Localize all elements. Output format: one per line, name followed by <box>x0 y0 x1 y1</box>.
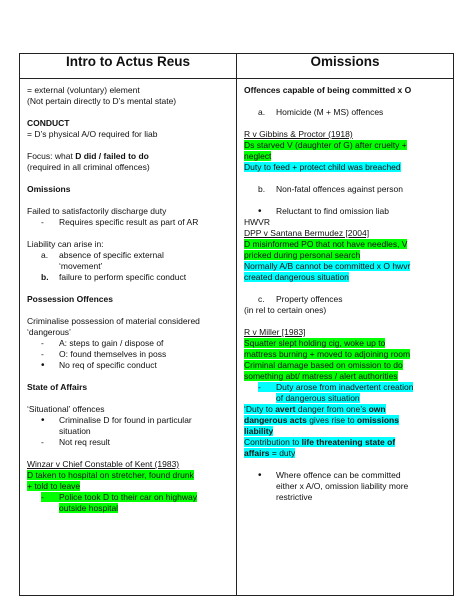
offence-item-c <box>244 294 447 305</box>
contribution-text: Contribution to <box>244 437 302 447</box>
affairs-line: ‘Situational’ offences <box>27 404 105 414</box>
affairs-bullet-cont: situation <box>59 426 91 436</box>
case-fact-2: + told to leave <box>27 481 81 491</box>
hwvr-line: HWVR <box>244 217 270 227</box>
offence-c-text: Property offences <box>276 294 343 304</box>
final-bullet <box>244 470 447 481</box>
definition-note: (Not pertain directly to D’s mental state) <box>27 96 177 106</box>
miller-dash <box>244 382 447 393</box>
focus-line <box>27 151 230 162</box>
bullet-icon: • <box>258 206 262 217</box>
conduct-definition: = D’s physical A/O required for liab <box>27 129 158 139</box>
quote-text: danger from one’s <box>295 404 369 414</box>
liability-b-text: failure to perform specific conduct <box>59 272 187 282</box>
affairs-b1-text: Criminalise D for found in particular <box>59 415 192 425</box>
miller-fact-4: something abt/ matress / alert authorities <box>244 371 398 381</box>
gibbins-fact-1: Ds starved V (daughter of G) after cruelty + <box>244 140 407 150</box>
miller-fact-2: mattress burning + moved to adjoining room <box>244 349 411 359</box>
focus-emphasis: D did / failed to do <box>75 151 149 161</box>
omissions-dash-text: Requires specific result as part of AR <box>59 217 199 227</box>
case-fact-1: D taken to hospital on stretcher, found drunk <box>27 470 194 480</box>
case-title-santana: DPP v Santana Bermudez [2004] <box>244 228 370 238</box>
case-d1-text: Police took D to their car on highway <box>59 492 197 502</box>
dash-marker: - <box>258 382 261 392</box>
offence-c-note: (in rel to certain ones) <box>244 305 327 315</box>
quote-emphasis: liability <box>244 426 274 436</box>
final-text-2: either x A/O, omission liability more <box>276 481 409 491</box>
reluctant-bullet <box>244 206 447 217</box>
liability-item-b <box>27 272 230 283</box>
liability-item-a-cont: ‘movement’ <box>59 261 103 271</box>
list-marker-a: a. <box>258 107 266 117</box>
bullet-icon: • <box>41 360 45 371</box>
quote-emphasis: dangerous acts <box>244 415 307 425</box>
liability-line: Liability can arise in: <box>27 239 104 249</box>
dash-marker: - <box>41 217 44 227</box>
case-title-gibbins: R v Gibbins & Proctor (1918) <box>244 129 353 139</box>
conduct-heading: CONDUCT <box>27 118 70 128</box>
quote-text: ‘Duty to <box>244 404 276 414</box>
definition-line: = external (voluntary) element <box>27 85 140 95</box>
list-marker-b: b. <box>41 272 49 282</box>
possession-d1-text: A: steps to gain / dispose of <box>59 338 164 348</box>
possession-line-1: Criminalise possession of material considered <box>27 316 200 326</box>
offence-item-b <box>244 184 447 195</box>
offence-item-a <box>244 107 447 118</box>
final-text-1: Where offence can be committed <box>276 470 401 480</box>
bullet-icon: • <box>258 470 262 481</box>
omissions-line: Failed to satisfactorily discharge duty <box>27 206 167 216</box>
quote-line-3 <box>244 426 447 437</box>
dash-marker: - <box>41 338 44 348</box>
content-row <box>20 79 454 596</box>
santana-fact-2: pricked during personal search <box>244 250 361 260</box>
left-column <box>20 79 237 596</box>
quote-emphasis: avert <box>275 404 296 414</box>
liability-a-text: absence of specific external <box>59 250 164 260</box>
dash-marker: - <box>41 437 44 447</box>
possession-line-2: ‘dangerous’ <box>27 327 71 337</box>
possession-d2-text: O: found themselves in poss <box>59 349 167 359</box>
final-text-3: restrictive <box>276 492 313 502</box>
case-dash <box>27 492 230 503</box>
focus-prefix: Focus: what <box>27 151 76 161</box>
possession-b1-text: No req of specific conduct <box>59 360 157 370</box>
santana-ratio-2: created dangerous situation <box>244 272 349 282</box>
offences-heading: Offences capable of being committed x O <box>244 85 412 95</box>
contribution-emphasis: life threatening state of <box>301 437 396 447</box>
quote-line-2 <box>244 415 447 426</box>
possession-heading: Possession Offences <box>27 294 113 304</box>
omissions-heading: Omissions <box>27 184 71 194</box>
affairs-d1-text: Not req result <box>59 437 111 447</box>
affairs-heading: State of Affairs <box>27 382 88 392</box>
bullet-icon: • <box>41 415 45 426</box>
contribution-emphasis: affairs <box>244 448 270 458</box>
case-title-winzar: Winzar v Chief Constable of Kent (1983) <box>27 459 180 469</box>
contribution-line-2 <box>244 448 447 459</box>
case-title-miller: R v Miller [1983] <box>244 327 306 337</box>
list-marker-b: b. <box>258 184 266 194</box>
right-column-title: Omissions <box>237 54 454 79</box>
list-marker-a: a. <box>41 250 49 260</box>
contribution-line-1 <box>244 437 447 448</box>
quote-emphasis: own <box>368 404 386 414</box>
case-dash-cont: outside hospital <box>59 503 119 513</box>
contribution-text: = duty <box>269 448 296 458</box>
header-row <box>20 54 454 79</box>
possession-dash-1 <box>27 338 230 349</box>
quote-line-1 <box>244 404 447 415</box>
santana-ratio-1: Normally A/B cannot be committed x O hwvr <box>244 261 411 271</box>
focus-note: (required in all criminal offences) <box>27 162 150 172</box>
left-column-title: Intro to Actus Reus <box>20 54 237 79</box>
list-marker-c: c. <box>258 294 265 304</box>
dash-marker: - <box>41 492 44 502</box>
affairs-dash <box>27 437 230 448</box>
affairs-bullet <box>27 415 230 426</box>
gibbins-fact-2: neglect <box>244 151 272 161</box>
possession-bullet <box>27 360 230 371</box>
offence-b-text: Non-fatal offences against person <box>276 184 403 194</box>
gibbins-ratio: Duty to feed + protect child was breached <box>244 162 401 172</box>
miller-dash-cont: of dangerous situation <box>276 393 360 403</box>
dash-marker: - <box>41 349 44 359</box>
miller-dash-text: Duty arose from inadvertent creation <box>276 382 414 392</box>
omissions-dash-item <box>27 217 230 228</box>
liability-item-a <box>27 250 230 261</box>
santana-fact-1: D misinformed PO that not have needles, V <box>244 239 408 249</box>
miller-fact-3: Criminal damage based on omission to do <box>244 360 403 370</box>
right-column <box>237 79 454 596</box>
quote-emphasis: omissions <box>356 415 399 425</box>
reluctant-text: Reluctant to find omission liab <box>276 206 389 216</box>
offence-a-text: Homicide (M + MS) offences <box>276 107 384 117</box>
miller-fact-1: Squatter slept holding cig, woke up to <box>244 338 386 348</box>
notes-table <box>19 53 454 596</box>
possession-dash-2 <box>27 349 230 360</box>
quote-text: gives rise to <box>306 415 357 425</box>
